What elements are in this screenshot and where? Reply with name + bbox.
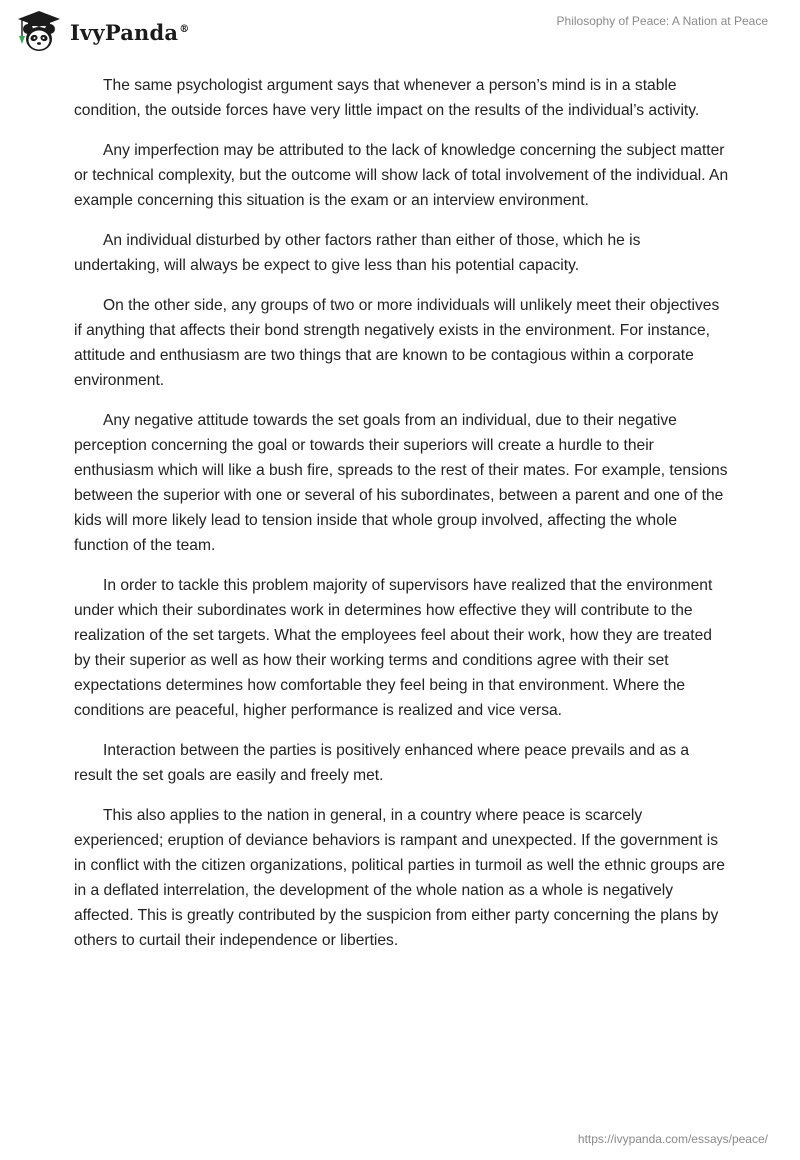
paragraph-6: In order to tackle this problem majority of supervisors have realized that the environment under which their subordinates work in determines how effective they will contribute to the realization of the set targets. What the employees feel about their work, how they are treated by their superior as well as how their working terms and conditions agree with their set expectations determines how comfortable they feel being in that environment. Where the conditions are peaceful, higher performance is realized and vice versa. [74,577,713,719]
document-title: Philosophy of Peace: A Nation at Peace [556,14,768,28]
page-header [0,0,800,60]
paragraph-2: Any imperfection may be attributed to the lack of knowledge concerning the subject matter or technical complexity, but the outcome will show lack of total involvement of the individual. An example concerning this situation is the exam or an interview environment. [74,142,729,209]
footer-source-url[interactable]: https://ivypanda.com/essays/peace/ [577,1132,768,1146]
brand-logo[interactable] [14,8,189,54]
paragraph-7: Interaction between the parties is positively enhanced where peace prevails and as a result the set goals are easily and freely met. [74,742,689,784]
paragraph-1: The same psychologist argument says that whenever a person’s mind is in a stable condition, the outside forces have very little impact on the results of the individual’s activity. [74,77,700,119]
brand-name: IvyPanda® [70,19,190,45]
registered-mark: ® [179,23,190,35]
essay-body [74,73,730,968]
paragraph-3: An individual disturbed by other factors rather than either of those, which he is undertaking, will always be expect to give less than his potential capacity. [74,232,641,274]
paragraph-4: On the other side, any groups of two or more individuals will unlikely meet their objectives if anything that affects their bond strength negatively exists in the environment. For instance, attitude and enthusiasm are two things that are known to be contagious within a corporate environment. [74,297,720,389]
paragraph-8: This also applies to the nation in general, in a country where peace is scarcely experienced; eruption of deviance behaviors is rampant and unexpected. If the government is in conflict with the citizen organizations, political parties in turmoil as well the ethnic groups are in a deflated interrelation, the development of the whole nation as a whole is negatively affected. This is greatly contributed by the suspicion from either party concerning the plans by others to curtail their independence or liberties. [74,807,725,949]
panda-graduate-logo-icon [14,8,64,54]
paragraph-5: Any negative attitude towards the set goals from an individual, due to their negative perception concerning the goal or towards their superiors will create a hurdle to their enthusiasm which will like a bush fire, spreads to the rest of their mates. For example, tensions between the superior with one or several of his subordinates, between a parent and one of the kids will more likely lead to tension inside that whole group involved, affecting the whole function of the team. [74,412,728,554]
